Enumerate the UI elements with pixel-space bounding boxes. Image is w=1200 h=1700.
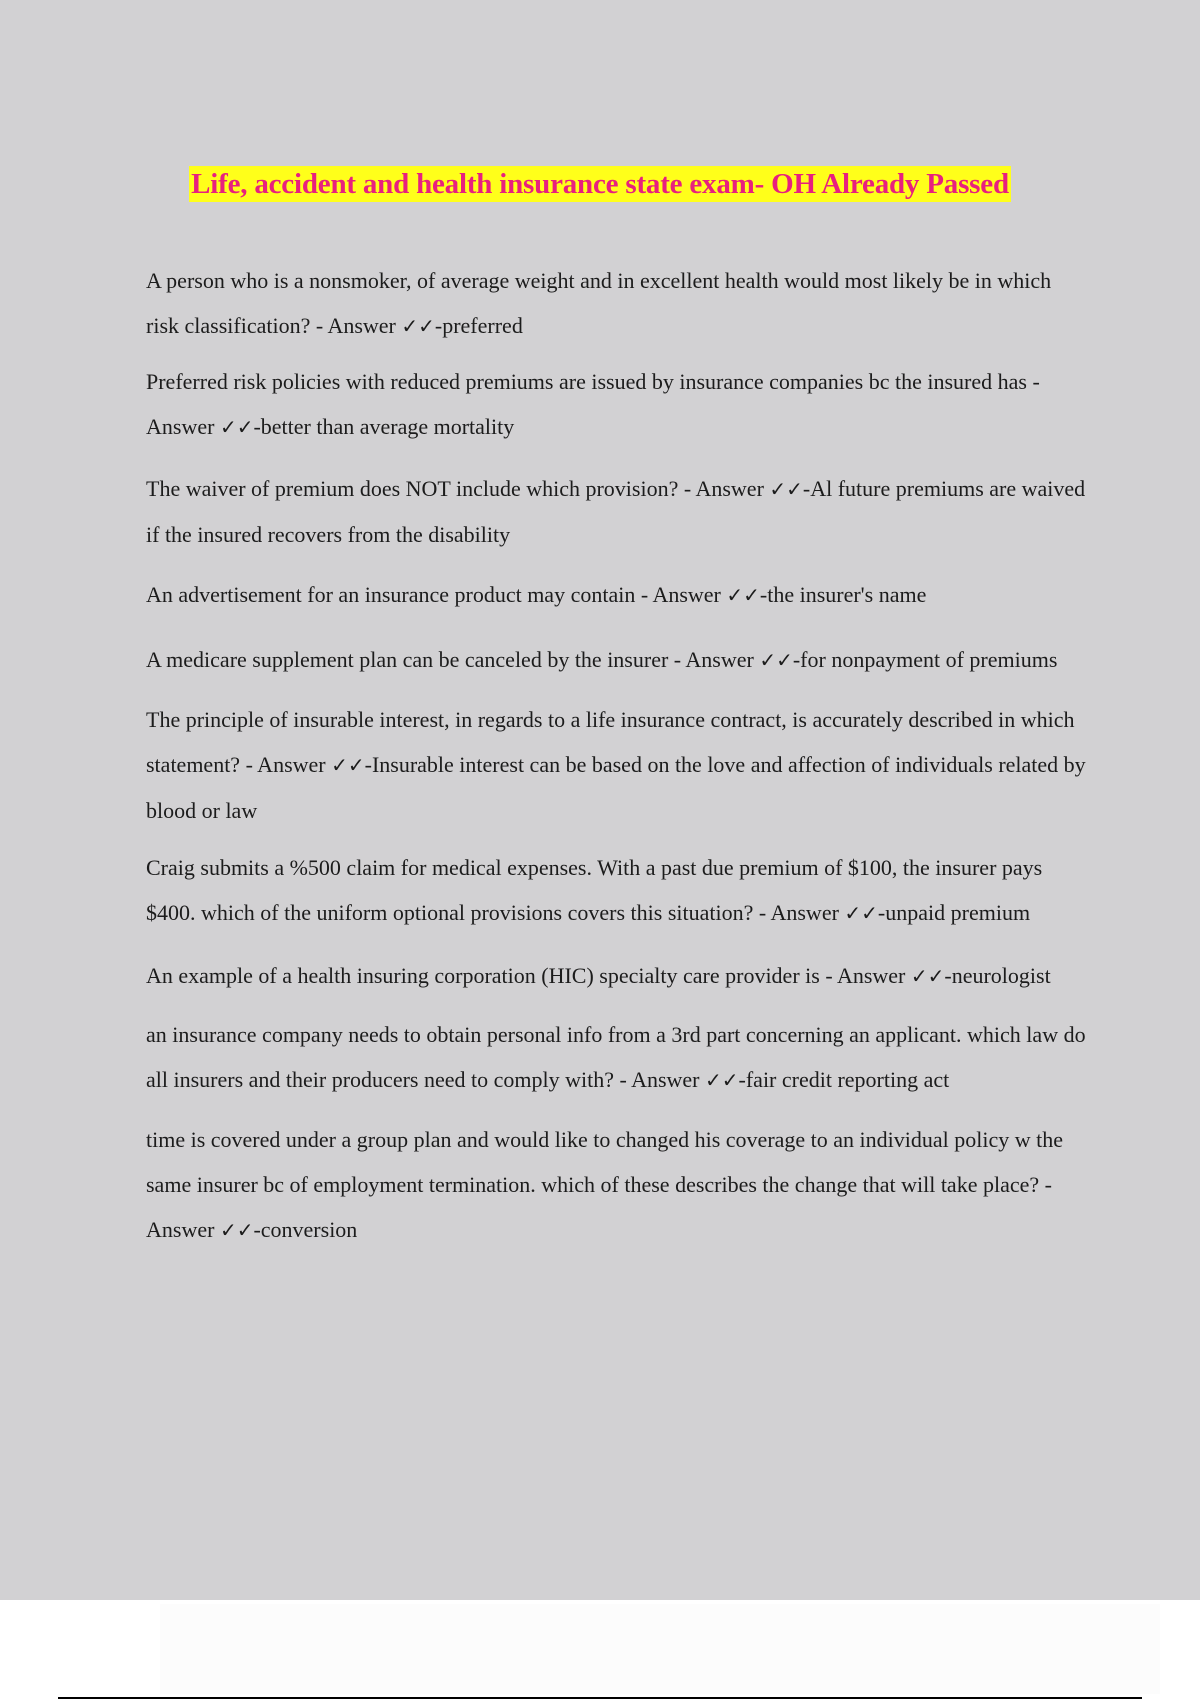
double-check-icon: ✓✓ (401, 314, 435, 338)
qa-item (146, 637, 1086, 683)
answer-text: -Al future premiums are waived if the insured recovers from the disability (146, 476, 1086, 547)
title-wrap (0, 166, 1200, 202)
answer-text: -unpaid premium (877, 900, 1031, 925)
qa-item (146, 1117, 1086, 1253)
qa-item (146, 1012, 1086, 1103)
double-check-icon: ✓✓ (769, 477, 803, 501)
document-title: Life, accident and health insurance state exam- OH Already Passed (191, 168, 1009, 200)
answer-text: -Insurable interest can be based on the love and affection of individuals related by blood or law (146, 752, 1086, 823)
answer-text: -conversion (253, 1217, 358, 1242)
question-text: A person who is a nonsmoker, of average weight and in excellent health would most likely be in which risk classification? - Answer (146, 268, 1052, 338)
answer-text: -the insurer's name (759, 582, 927, 607)
question-text: An example of a health insuring corporation (HIC) specialty care provider is - Answer (146, 963, 911, 988)
question-text: time is covered under a group plan and would like to changed his coverage to an individual policy w the same insurer bc of employment termination. which of these describes the change that will take place? - Answer (146, 1127, 1064, 1242)
question-text: The waiver of premium does NOT include which provision? - Answer (146, 476, 770, 501)
question-text: Preferred risk policies with reduced premiums are issued by insurance companies bc the insured has - Answer (146, 369, 1040, 439)
qa-item (146, 953, 1086, 999)
double-check-icon: ✓✓ (910, 964, 945, 988)
double-check-icon: ✓✓ (331, 753, 365, 777)
question-text: The principle of insurable interest, in regards to a life insurance contract, is accurately described in which statement? - Answer (146, 707, 1075, 777)
qa-item (146, 359, 1086, 450)
qa-list (146, 258, 1086, 1253)
answer-text: -neurologist (944, 963, 1051, 988)
answer-text: -fair credit reporting act (738, 1067, 950, 1092)
double-check-icon: ✓✓ (844, 901, 878, 925)
qa-item (146, 466, 1086, 557)
qa-item (146, 258, 1086, 349)
question-text: an insurance company needs to obtain personal info from a 3rd part concerning an applicant. which law do all insurers and their producers need to comply with? - Answer (146, 1022, 1086, 1092)
double-check-icon: ✓✓ (705, 1068, 739, 1092)
double-check-icon: ✓✓ (759, 648, 793, 672)
double-check-icon: ✓✓ (726, 583, 760, 607)
qa-item (146, 845, 1086, 936)
page-bottom-band (160, 1604, 1160, 1694)
footer-rule (58, 1697, 1142, 1699)
answer-text: -preferred (434, 313, 523, 338)
qa-item (146, 572, 1086, 618)
double-check-icon: ✓✓ (219, 1218, 254, 1242)
double-check-icon: ✓✓ (219, 415, 254, 439)
qa-item (146, 697, 1086, 833)
question-text: An advertisement for an insurance product may contain - Answer (146, 582, 727, 607)
answer-text: -better than average mortality (253, 414, 515, 439)
question-text: Craig submits a %500 claim for medical expenses. With a past due premium of $100, the insurer pays $400. which of the uniform optional provisions covers this situation? - Answer (146, 855, 1043, 925)
question-text: A medicare supplement plan can be canceled by the insurer - Answer (146, 647, 760, 672)
answer-text: -for nonpayment of premiums (792, 647, 1058, 672)
